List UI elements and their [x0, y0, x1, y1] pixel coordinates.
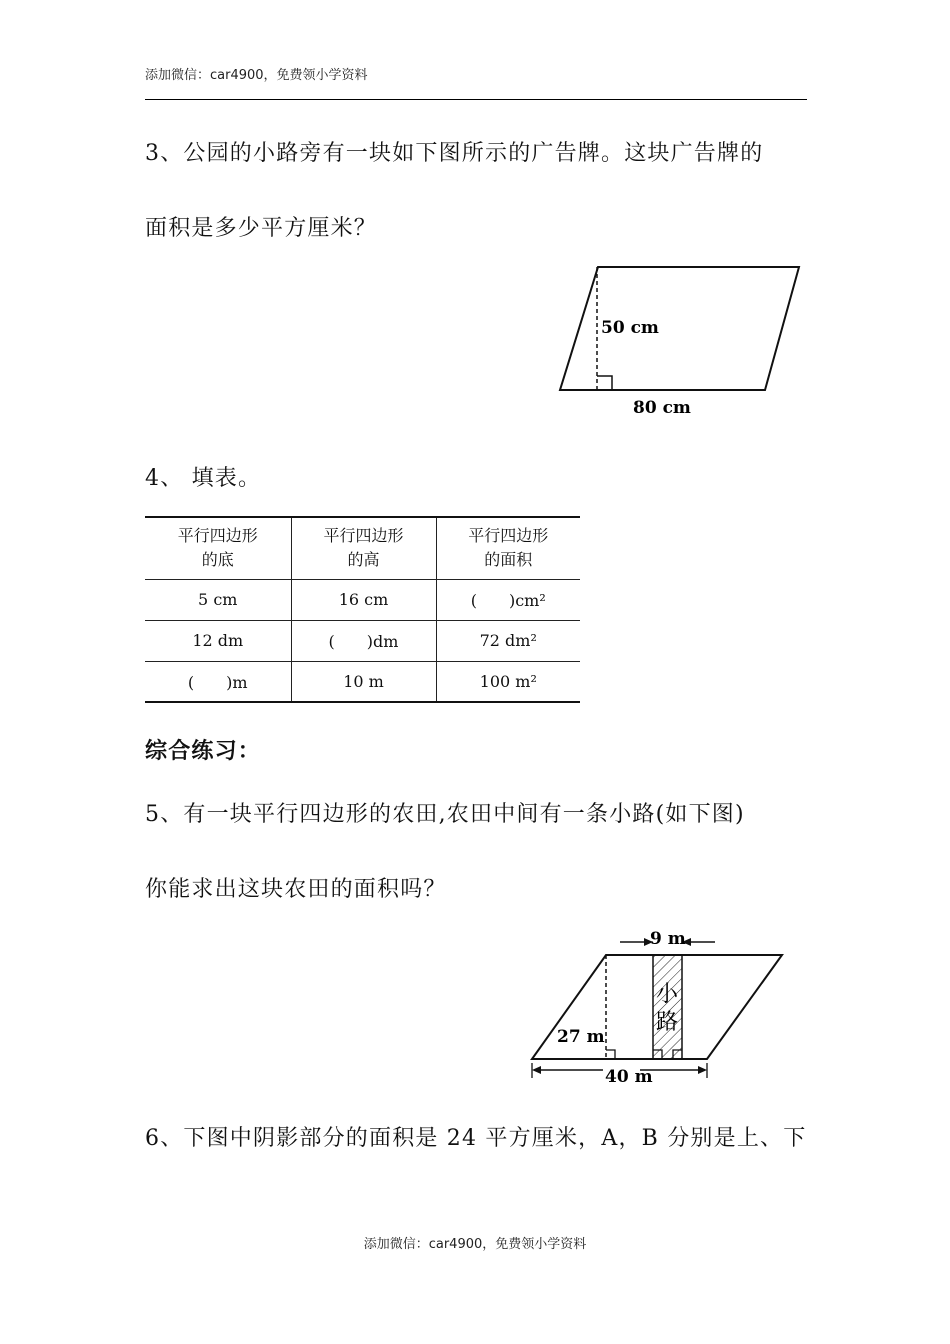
header-area: 平行四边形 的面积	[436, 517, 580, 579]
q5-farm-figure	[520, 922, 790, 1090]
q5-line2: 你能求出这块农田的面积吗？	[145, 877, 447, 902]
q3-height-label: 50 cm	[601, 318, 659, 338]
cell-area-blank[interactable]: ( )cm²	[436, 579, 580, 620]
header-height: 平行四边形 的高	[291, 517, 436, 579]
q3-line2: 面积是多少平方厘米？	[145, 216, 378, 241]
q4-title: 4、 填表。	[145, 466, 262, 491]
q6-line1: 6、下图中阴影部分的面积是 24 平方厘米，A，B 分别是上、下	[145, 1126, 807, 1151]
q3-base-label: 80 cm	[633, 398, 691, 418]
cell-height-blank[interactable]: ( )dm	[291, 620, 436, 661]
footer-watermark-text: 添加微信：car4900，免费领小学资料	[363, 1237, 587, 1252]
right-angle-mark	[597, 376, 612, 390]
fill-in-table	[145, 516, 580, 703]
table-row	[145, 661, 580, 702]
cell-area: 72 dm²	[436, 620, 580, 661]
header-base: 平行四边形 的底	[145, 517, 291, 579]
cell-height: 16 cm	[291, 579, 436, 620]
table-row	[145, 579, 580, 620]
cell-base-blank[interactable]: ( )m	[145, 661, 291, 702]
cell-base: 12 dm	[145, 620, 291, 661]
cell-base: 5 cm	[145, 579, 291, 620]
table-row	[145, 620, 580, 661]
road-char-1: 小	[656, 982, 679, 1007]
q3-parallelogram-figure	[540, 255, 820, 425]
road-width-label: 9 m	[650, 929, 686, 949]
header-divider	[145, 99, 807, 100]
parallelogram-shape	[560, 267, 799, 390]
q3-line1: 3、公园的小路旁有一块如下图所示的广告牌。这块广告牌的	[145, 141, 764, 166]
practice-section-title: 综合练习：	[145, 738, 262, 764]
road-strip	[653, 955, 682, 1059]
q5-line1: 5、有一块平行四边形的农田,农田中间有一条小路(如下图)	[145, 802, 745, 827]
cell-area: 100 m²	[436, 661, 580, 702]
table-header-row	[145, 517, 580, 579]
farm-height-label: 27 m	[557, 1027, 605, 1047]
farm-base-label: 40 m	[605, 1067, 653, 1087]
cell-height: 10 m	[291, 661, 436, 702]
header-watermark-text: 添加微信：car4900，免费领小学资料	[145, 68, 368, 83]
farm-right-angle-mark	[606, 1050, 615, 1059]
road-char-2: 路	[656, 1010, 679, 1035]
